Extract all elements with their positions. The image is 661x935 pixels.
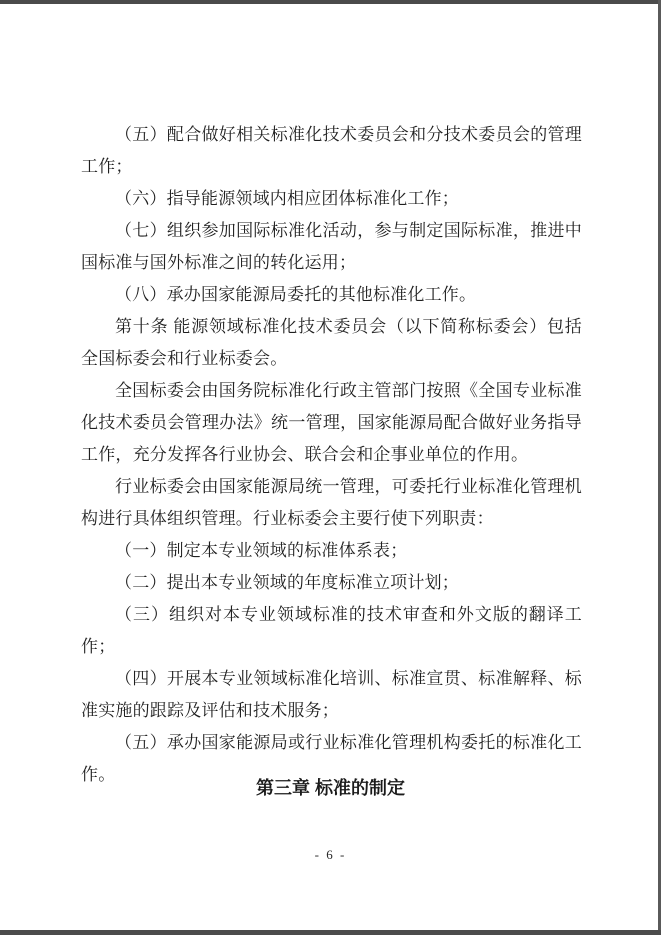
page-edge-bottom	[0, 930, 661, 935]
paragraph: （五）配合做好相关标准化技术委员会和分技术委员会的管理工作；	[81, 125, 582, 176]
paragraph: （二）提出本专业领域的年度标准立项计划；	[115, 573, 459, 592]
paragraph: 全国标委会由国务院标准化行政主管部门按照《全国专业标准化技术委员会管理办法》统一管理，国家能源局配合做好业务指导工作，充分发挥各行业协会、联合会和企事业单位的作用。	[81, 381, 582, 464]
paragraph: （四）开展本专业领域标准化培训、标准宣贯、标准解释、标准实施的跟踪及评估和技术服务；	[81, 669, 582, 720]
page-number: - 6 -	[314, 847, 347, 862]
paragraph: （一）制定本专业领域的标准体系表；	[115, 541, 408, 560]
page-edge-top	[0, 0, 661, 4]
paragraph: 行业标委会由国家能源局统一管理，可委托行业标准化管理机构进行具体组织管理。行业标委会主要行使下列职责：	[81, 477, 582, 528]
chapter-heading: 第三章 标准的制定	[255, 778, 405, 798]
paragraph: （五）承办国家能源局或行业标准化管理机构委托的标准化工作。	[81, 733, 582, 784]
paragraph: （三）组织对本专业领域标准的技术审查和外文版的翻译工作；	[81, 605, 582, 656]
paragraph: （八）承办国家能源局委托的其他标准化工作。	[115, 285, 477, 304]
paragraph: 第十条 能源领域标准化技术委员会（以下简称标委会）包括全国标委会和行业标委会。	[81, 317, 582, 368]
paragraph: （七）组织参加国际标准化活动，参与制定国际标准，推进中国标准与国外标准之间的转化运用；	[81, 221, 582, 272]
document-body	[81, 119, 582, 791]
paragraph: （六）指导能源领域内相应团体标准化工作；	[115, 189, 459, 208]
